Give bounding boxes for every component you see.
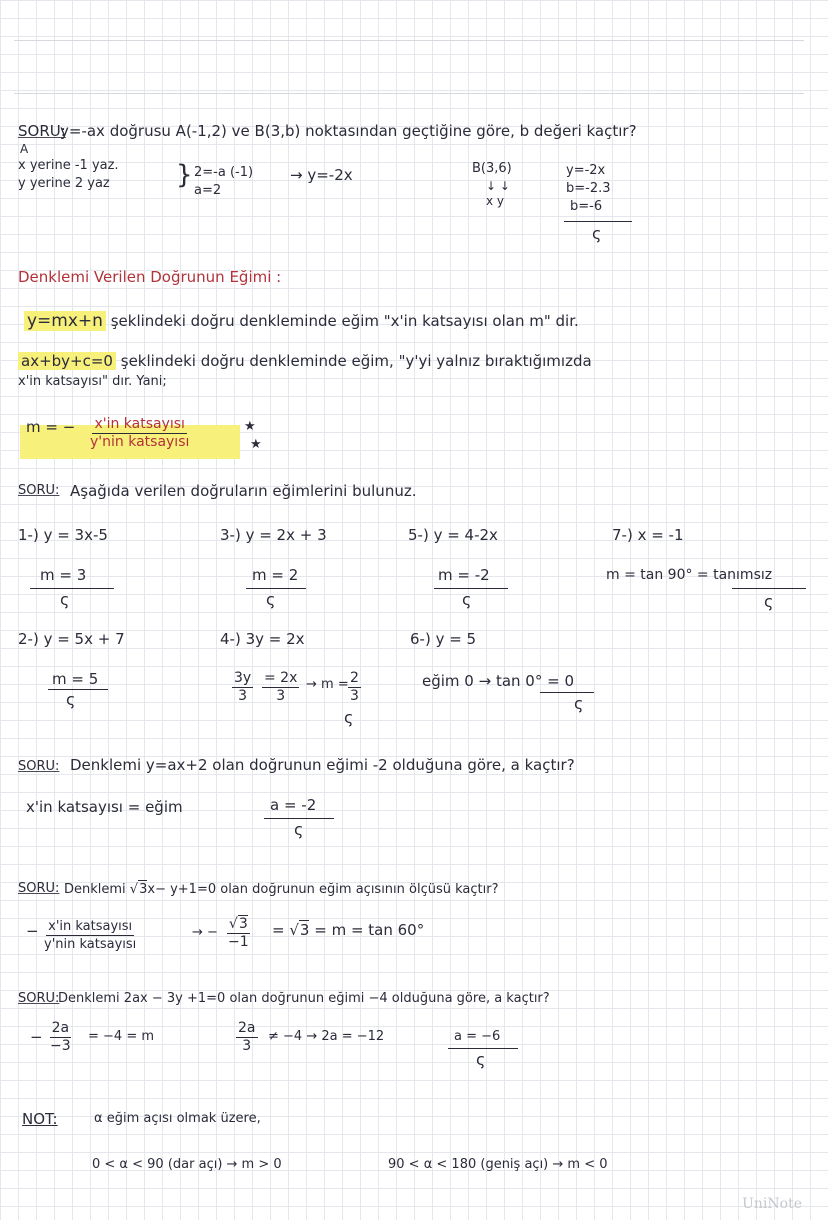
soru4-result: = √3 = m = tan 60°: [272, 921, 425, 939]
soru1-answer-line: [564, 221, 632, 222]
answer-hook: ς: [462, 590, 472, 609]
soru5-frac2: $\frac{2a}{3}$: [238, 1020, 256, 1054]
soru1-mark: A: [20, 142, 29, 156]
item3-line: [246, 588, 306, 589]
soru3-question: Denklemi y=ax+2 olan doğrunun eğimi -2 olduğuna göre, a kaçtır?: [70, 756, 575, 774]
note-case1: 0 < α < 90 (dar açı) → m > 0: [92, 1157, 282, 1172]
item4-frac-mid: $\frac{= 2x}{3}$: [264, 670, 298, 704]
note-text: α eğim açısı olmak üzere,: [94, 1111, 261, 1126]
item2-line: [48, 689, 108, 690]
soru1-sol1: y=-2x: [566, 163, 606, 178]
rule1-text: şeklindeki doğru denkleminde eğim "x'in katsayısı olan m" dir.: [110, 312, 579, 330]
item6-eq: 6-) y = 5: [410, 630, 477, 648]
m-num: x'in katsayısı: [94, 416, 185, 432]
soru1-line1: x yerine -1 yaz.: [18, 158, 119, 173]
soru1-bxy: x y: [486, 194, 505, 208]
soru1-label: SORU:: [18, 122, 66, 140]
answer-hook: ς: [266, 590, 276, 609]
soru5-answer: a = −6: [454, 1029, 501, 1044]
soru3-label: SORU:: [18, 759, 60, 774]
item6-ans: eğim 0 → tan 0° = 0: [422, 672, 574, 690]
section-title: Denklemi Verilen Doğrunun Eğimi :: [18, 268, 282, 286]
item1-line: [30, 588, 114, 589]
soru1-result: → y=-2x: [290, 166, 353, 184]
soru3-line: [264, 818, 334, 819]
star-icon: ★: [244, 419, 256, 434]
soru2-label: SORU:: [18, 483, 60, 498]
soru3-answer: a = -2: [270, 796, 317, 814]
answer-hook: ς: [574, 694, 584, 713]
soru1-eq2: a=2: [194, 183, 222, 198]
soru4-question: Denklemi √3x− y+1=0 olan doğrunun eğim açısının ölçüsü kaçtır?: [64, 882, 499, 897]
soru1-barrows: ↓ ↓: [486, 179, 510, 193]
soru1-sol3: b=-6: [570, 199, 603, 214]
m-den: y'nin katsayısı: [90, 434, 190, 450]
item1-ans: m = 3: [40, 566, 87, 584]
note-label: NOT:: [22, 1110, 58, 1128]
soru1-bpoint: B(3,6): [472, 161, 512, 176]
item7-eq: 7-) x = -1: [612, 526, 684, 544]
soru5-f1-post: = −4 = m: [88, 1029, 155, 1044]
soru1-line2: y yerine 2 yaz: [18, 176, 110, 191]
item4-frac-left: $\frac{3y}{3}$: [234, 670, 252, 704]
star-icon: ★: [250, 437, 262, 452]
m-label: m = −: [26, 418, 76, 436]
sqrt-3: 3: [139, 882, 148, 897]
rule1-eq: y=mx+n: [24, 311, 106, 331]
soru5-line: [448, 1048, 518, 1049]
soru5-f2-post: ≠ −4 → 2a = −12: [268, 1029, 385, 1044]
rule1: [24, 312, 579, 330]
watermark: UniNote: [742, 1196, 802, 1212]
soru5-frac1: $\frac{2a}{-3}$: [50, 1020, 71, 1054]
rule2-text: şeklindeki doğru denkleminde eğim, "y'yi yalnız bıraktığımızda: [120, 352, 592, 370]
header-box: [14, 40, 804, 94]
item7-line: [732, 588, 806, 589]
m-fraction: [88, 416, 191, 451]
item2-eq: 2-) y = 5x + 7: [18, 630, 125, 648]
soru1-sol2: b=-2.3: [566, 181, 611, 196]
item3-ans: m = 2: [252, 566, 299, 584]
item5-line: [434, 588, 508, 589]
item7-ans: m = tan 90° = tanımsız: [606, 567, 773, 583]
note-case2: 90 < α < 180 (geniş açı) → m < 0: [388, 1157, 608, 1172]
rule2-eq: ax+by+c=0: [18, 352, 116, 370]
soru1-brace: }: [176, 160, 193, 190]
answer-hook: ς: [344, 708, 354, 727]
soru3-work: x'in katsayısı = eğim: [26, 798, 183, 816]
answer-hook: ς: [66, 690, 76, 709]
soru5-question: Denklemi 2ax − 3y +1=0 olan doğrunun eğimi −4 olduğuna göre, a kaçtır?: [58, 991, 550, 1006]
rule2-cont: x'in katsayısı" dır. Yani;: [18, 374, 167, 389]
soru4-label: SORU:: [18, 881, 60, 896]
soru5-label: SORU:: [18, 991, 60, 1006]
answer-hook: ς: [294, 820, 304, 839]
soru2-question: Aşağıda verilen doğruların eğimlerini bulunuz.: [70, 482, 417, 500]
item4-eq: 4-) 3y = 2x: [220, 630, 305, 648]
item6-line: [540, 692, 594, 693]
soru1-eq1: 2=-a (-1): [194, 165, 254, 180]
item5-eq: 5-) y = 4-2x: [408, 526, 498, 544]
answer-hook: ς: [60, 590, 70, 609]
soru4-arrow: → −: [192, 925, 218, 940]
soru4-fraction: x'in katsayısı y'nin katsayısı: [44, 919, 137, 952]
soru1-question: y=-ax doğrusu A(-1,2) ve B(3,b) noktasından geçtiğine göre, b değeri kaçtır?: [60, 122, 637, 140]
soru4-root-frac: $\frac{√3}{-1}$: [228, 916, 249, 950]
item4-frac-result: $\frac{2}{3}$: [350, 670, 359, 704]
answer-hook: ς: [476, 1050, 486, 1069]
answer-hook: ς: [592, 224, 602, 243]
rule2: [18, 352, 592, 370]
item2-ans: m = 5: [52, 670, 99, 688]
answer-hook: ς: [764, 592, 774, 611]
item1-eq: 1-) y = 3x-5: [18, 526, 108, 544]
item5-ans: m = -2: [438, 566, 490, 584]
item4-arrow: → m =: [306, 677, 349, 692]
item3-eq: 3-) y = 2x + 3: [220, 526, 327, 544]
